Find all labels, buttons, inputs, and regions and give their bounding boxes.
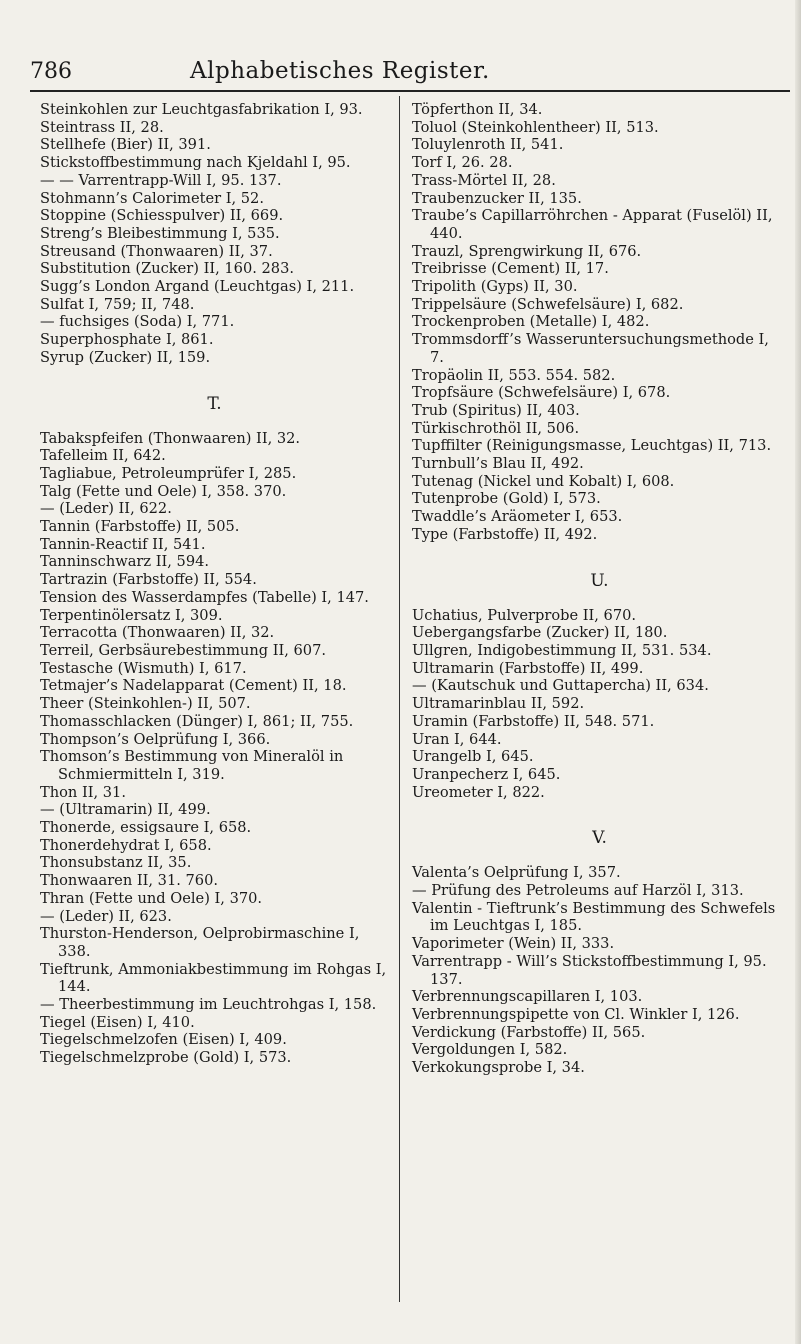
index-entry: — (Ultramarin) II, 499.	[40, 801, 211, 819]
index-entry: Tabakspfeifen (Thonwaaren) II, 32.	[40, 429, 301, 447]
index-entry: Terracotta (Thonwaaren) II, 32.	[40, 624, 275, 642]
section-letter-u: U.	[590, 570, 609, 591]
index-entry: Vaporimeter (Wein) II, 333.	[412, 935, 615, 953]
index-entry: Tanninschwarz II, 594.	[40, 553, 210, 571]
section-letter-t: T.	[207, 393, 222, 414]
index-entry: Testasche (Wismuth) I, 617.	[40, 659, 247, 677]
column-divider	[399, 96, 400, 1302]
index-entry: Twaddle’s Aräometer I, 653.	[412, 508, 623, 526]
index-entry: Thonwaaren II, 31. 760.	[40, 872, 219, 890]
index-entry: — (Leder) II, 622.	[40, 500, 172, 518]
index-entry: Tropfsäure (Schwefelsäure) I, 678.	[412, 384, 671, 402]
index-entry: Tannin (Farbstoffe) II, 505.	[40, 518, 240, 536]
index-entry: Substitution (Zucker) II, 160. 283.	[40, 260, 295, 278]
index-entry: Urangelb I, 645.	[412, 748, 534, 766]
index-entry: — fuchsiges (Soda) I, 771.	[40, 313, 235, 331]
index-entry: Uramin (Farbstoffe) II, 548. 571.	[412, 712, 655, 730]
index-entry: Thonerde, essigsaure I, 658.	[40, 819, 252, 837]
index-entry: Toluylenroth II, 541.	[412, 136, 564, 154]
index-entry: Tension des Wasserdampfes (Tabelle) I, 147.	[40, 588, 369, 606]
index-entry: Traubenzucker II, 135.	[412, 189, 582, 207]
index-entry: Sugg’s London Argand (Leuchtgas) I, 211.	[40, 278, 355, 296]
entries-t-left	[40, 430, 389, 1067]
index-entry: Tagliabue, Petroleumprüfer I, 285.	[40, 464, 297, 482]
entries-v	[412, 864, 787, 1076]
index-entry: Stellhefe (Bier) II, 391.	[40, 136, 211, 154]
index-entry: Tafelleim II, 642.	[40, 447, 166, 465]
index-entry: Tripolith (Gyps) II, 30.	[412, 278, 578, 296]
index-entry: Steintrass II, 28.	[40, 118, 164, 136]
index-entry: Uebergangsfarbe (Zucker) II, 180.	[412, 624, 668, 642]
index-entry: Thompson’s Oelprüfung I, 366.	[40, 730, 271, 748]
page-header	[30, 58, 785, 84]
index-entry: Thurston-Henderson, Oelprobirmaschine I, 338.	[40, 925, 360, 960]
index-entry: Tutenag (Nickel und Kobalt) I, 608.	[412, 472, 675, 490]
index-entry: Turnbull’s Blau II, 492.	[412, 455, 584, 473]
index-entry: Steinkohlen zur Leuchtgasfabrikation I, 93.	[40, 101, 363, 118]
index-entry: Trockenproben (Metalle) I, 482.	[412, 313, 650, 331]
index-entry: Uranpecherz I, 645.	[412, 765, 561, 783]
index-entry: Torf I, 26. 28.	[412, 154, 513, 172]
index-entry: Tartrazin (Farbstoffe) II, 554.	[40, 571, 257, 589]
page-edge	[795, 0, 801, 1344]
index-entry: Verdickung (Farbstoffe) II, 565.	[412, 1023, 646, 1041]
index-entry: Türkischrothöl II, 506.	[412, 419, 580, 437]
section-letter-v: V.	[592, 828, 607, 849]
index-entry: Ureometer I, 822.	[412, 783, 545, 801]
page-number: 786	[30, 59, 72, 84]
index-entry: Verbrennungspipette von Cl. Winkler I, 126.	[412, 1005, 740, 1023]
index-entry: Trub (Spiritus) II, 403.	[412, 401, 580, 419]
index-entry: Tutenprobe (Gold) I, 573.	[412, 490, 601, 508]
index-entry: — (Kautschuk und Guttapercha) II, 634.	[412, 677, 709, 695]
header-rule	[30, 90, 790, 92]
index-entry: Type (Farbstoffe) II, 492.	[412, 525, 598, 543]
index-entry: Uchatius, Pulverprobe II, 670.	[412, 606, 637, 624]
index-entry: Tiegelschmelzofen (Eisen) I, 409.	[40, 1031, 287, 1049]
index-entry: — — Varrentrapp-Will I, 95. 137.	[40, 171, 282, 189]
index-entry: Tannin-Reactif II, 541.	[40, 535, 206, 553]
index-entry: Valenta’s Oelprüfung I, 357.	[412, 864, 621, 882]
index-entry: Thran (Fette und Oele) I, 370.	[40, 889, 263, 907]
index-entry: Verkokungsprobe I, 34.	[412, 1059, 585, 1077]
index-entry: Thon II, 31.	[40, 783, 126, 801]
index-entry: — (Leder) II, 623.	[40, 907, 172, 925]
index-entry: Ullgren, Indigobestimmung II, 531. 534.	[412, 641, 712, 659]
index-entry: Terpentinölersatz I, 309.	[40, 606, 223, 624]
index-entry: Varrentrapp - Will’s Stickstoffbestimmung I, 95. 137.	[412, 952, 767, 988]
index-entry: Theer (Steinkohlen-) II, 507.	[40, 695, 251, 713]
index-entry: Streng’s Bleibestimmung I, 535.	[40, 224, 280, 242]
index-entry: Trommsdorff’s Wasseruntersuchungsmethode I, 7.	[412, 331, 769, 366]
index-entry: Verbrennungscapillaren I, 103.	[412, 988, 643, 1006]
index-entry: Streusand (Thonwaaren) II, 37.	[40, 242, 273, 260]
index-entry: Ultramarinblau II, 592.	[412, 695, 585, 713]
index-entry: Thonsubstanz II, 35.	[40, 854, 192, 872]
index-entry: Trippelsäure (Schwefelsäure) I, 682.	[412, 295, 684, 313]
index-entry: Traube’s Capillarröhrchen - Apparat (Fuselöl) II, 440.	[412, 207, 773, 242]
index-entry: Ultramarin (Farbstoffe) II, 499.	[412, 659, 644, 677]
index-entry: Trauzl, Sprengwirkung II, 676.	[412, 242, 642, 260]
index-entry: Superphosphate I, 861.	[40, 331, 214, 349]
entries-u	[412, 607, 787, 802]
index-entry: — Theerbestimmung im Leuchtrohgas I, 158.	[40, 996, 377, 1014]
index-entry: Uran I, 644.	[412, 730, 502, 748]
index-entry: Stohmann’s Calorimeter I, 52.	[40, 189, 264, 207]
index-entry: Töpferthon II, 34.	[412, 101, 543, 118]
index-entry: Terreil, Gerbsäurebestimmung II, 607.	[40, 641, 327, 659]
index-entry: Valentin - Tieftrunk’s Bestimmung des Schwefels im Leuchtgas I, 185.	[412, 899, 776, 935]
index-entry: Stoppine (Schiesspulver) II, 669.	[40, 207, 284, 225]
index-entry: Stickstoffbestimmung nach Kjeldahl I, 95.	[40, 154, 351, 172]
index-entry: Tetmajer’s Nadelapparat (Cement) II, 18.	[40, 677, 347, 695]
right-column	[412, 101, 787, 1077]
index-entry: — Prüfung des Petroleums auf Harzöl I, 313.	[412, 882, 744, 900]
index-entry: Trass-Mörtel II, 28.	[412, 171, 556, 189]
left-column	[40, 101, 389, 1067]
index-entry: Toluol (Steinkohlentheer) II, 513.	[412, 118, 659, 136]
index-entry: Tiegel (Eisen) I, 410.	[40, 1013, 195, 1031]
entries-s	[40, 101, 389, 367]
index-entry: Thomson’s Bestimmung von Mineralöl in Schmiermitteln I, 319.	[40, 748, 344, 783]
index-entry: Sulfat I, 759; II, 748.	[40, 295, 195, 313]
index-entry: Tupffilter (Reinigungsmasse, Leuchtgas) II, 713.	[412, 437, 772, 455]
index-entry: Vergoldungen I, 582.	[412, 1041, 568, 1059]
index-entry: Thomasschlacken (Dünger) I, 861; II, 755.	[40, 712, 354, 730]
page-title: Alphabetisches Register.	[190, 58, 490, 84]
index-entry: Tieftrunk, Ammoniakbestimmung im Rohgas I, 144.	[40, 960, 387, 996]
index-entry: Treibrisse (Cement) II, 17.	[412, 260, 609, 278]
entries-t-right	[412, 101, 787, 544]
index-entry: Tiegelschmelzprobe (Gold) I, 573.	[40, 1049, 292, 1067]
index-entry: Tropäolin II, 553. 554. 582.	[412, 366, 616, 384]
index-entry: Syrup (Zucker) II, 159.	[40, 348, 211, 366]
index-entry: Thonerdehydrat I, 658.	[40, 836, 212, 854]
index-entry: Talg (Fette und Oele) I, 358. 370.	[40, 482, 287, 500]
